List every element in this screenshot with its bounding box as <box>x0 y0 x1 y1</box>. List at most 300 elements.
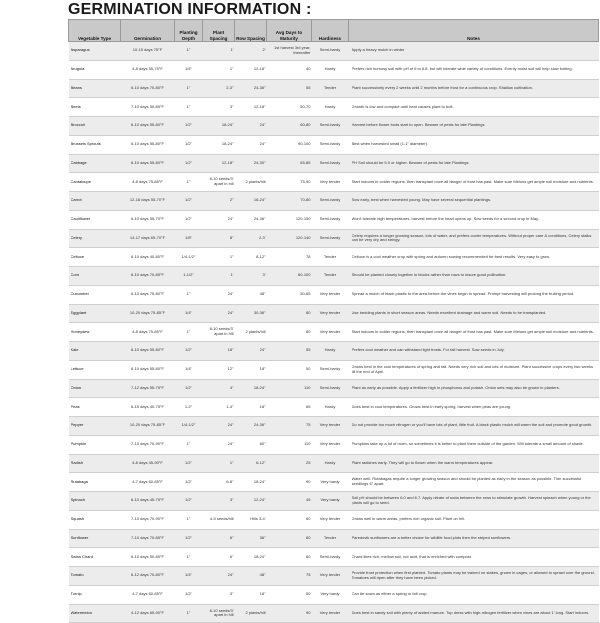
cell-germination <box>121 379 175 398</box>
cell-germination-text: 6-10 days 70-80°F <box>131 85 164 90</box>
cell-hardiness <box>312 492 349 511</box>
cell-days-to-maturity <box>267 342 312 361</box>
cell-hardiness-text: Very hardy <box>320 498 340 503</box>
cell-hardiness <box>312 398 349 417</box>
cell-notes <box>349 173 599 192</box>
cell-germination <box>121 60 175 79</box>
cell-germination-text: 6-10 days 70-85°F <box>131 273 164 278</box>
cell-days-to-maturity-text: 110 <box>304 385 311 390</box>
cell-plant-spacing <box>203 267 235 286</box>
cell-plant-spacing <box>203 342 235 361</box>
cell-row-spacing-text: 18-24" <box>253 554 266 559</box>
cell-plant-spacing <box>203 42 235 61</box>
cell-germination <box>121 473 175 492</box>
cell-notes <box>349 567 599 586</box>
cell-row-spacing-text: 2 plants/hill <box>245 179 266 184</box>
cell-row-spacing-text: 12-18" <box>253 104 266 109</box>
cell-plant-spacing-text: 8-10 seeds/3' apart in hill <box>209 327 234 337</box>
cell-planting-depth <box>175 342 203 361</box>
cell-plant-spacing-text: 24" <box>227 217 234 222</box>
cell-vegetable-text: Corn <box>70 273 80 278</box>
cell-plant-spacing-text: 6" <box>229 554 234 559</box>
cell-germination <box>121 360 175 379</box>
cell-germination <box>121 548 175 567</box>
cell-row-spacing <box>235 267 267 286</box>
table-row <box>69 285 599 304</box>
cell-plant-spacing-text: 1' <box>230 273 234 278</box>
cell-germination <box>121 492 175 511</box>
cell-vegetable-text: Lettuce <box>70 367 84 372</box>
table-row <box>69 135 599 154</box>
cell-days-to-maturity-text: 50-65 <box>300 292 311 297</box>
table-row <box>69 567 599 586</box>
cell-plant-spacing <box>203 248 235 267</box>
cell-days-to-maturity-text: 80 <box>306 535 311 540</box>
cell-hardiness <box>312 510 349 529</box>
cell-vegetable-text: Pumpkin <box>70 442 87 447</box>
cell-vegetable <box>69 567 121 586</box>
cell-notes <box>349 454 599 473</box>
cell-notes <box>349 229 599 248</box>
cell-row-spacing <box>235 117 267 136</box>
cell-row-spacing-text: 3' <box>262 273 266 278</box>
cell-plant-spacing-text: 2-3" <box>226 85 234 90</box>
cell-planting-depth-text: 1/8" <box>185 235 192 240</box>
cell-germination-text: 4-8 days 45-90°F <box>132 460 163 465</box>
cell-plant-spacing <box>203 323 235 342</box>
cell-vegetable-text: Peas <box>70 404 80 409</box>
table-row <box>69 548 599 567</box>
cell-notes <box>349 585 599 604</box>
cell-plant-spacing <box>203 117 235 136</box>
cell-days-to-maturity <box>267 192 312 211</box>
table-row <box>69 304 599 323</box>
cell-days-to-maturity <box>267 267 312 286</box>
cell-days-to-maturity-text: 55 <box>306 348 311 353</box>
cell-planting-depth <box>175 379 203 398</box>
cell-notes-text: Soil pH should be between 6.0 and 6.7. Apply nitrate of soda between the rows to stimulate growth. Harvest spinach when young or the plants will go to seed. <box>351 496 591 505</box>
cell-germination <box>121 117 175 136</box>
table-row <box>69 529 599 548</box>
cell-vegetable-text: Swiss Chard <box>70 554 93 559</box>
cell-vegetable <box>69 285 121 304</box>
cell-row-spacing <box>235 473 267 492</box>
cell-vegetable-text: Watermelon <box>70 610 92 615</box>
cell-days-to-maturity-text: 60-100 <box>298 273 311 278</box>
cell-planting-depth-text: 1" <box>186 442 191 447</box>
cell-days-to-maturity <box>267 454 312 473</box>
cell-plant-spacing-text: 24" <box>227 442 234 447</box>
cell-days-to-maturity-text: 65-85 <box>300 160 311 165</box>
cell-plant-spacing <box>203 548 235 567</box>
cell-row-spacing <box>235 585 267 604</box>
cell-planting-depth-text: 1/2" <box>185 198 192 203</box>
cell-hardiness-text: Very tender <box>319 517 341 522</box>
cell-vegetable <box>69 360 121 379</box>
cell-germination <box>121 154 175 173</box>
cell-plant-spacing-text: 8" <box>229 235 234 240</box>
table-row <box>69 192 599 211</box>
cell-planting-depth-text: 1" <box>186 104 191 109</box>
cell-days-to-maturity <box>267 492 312 511</box>
cell-germination-text: 6-10 days 55-80°F <box>131 142 164 147</box>
cell-hardiness <box>312 567 349 586</box>
cell-hardiness <box>312 529 349 548</box>
cell-notes <box>349 398 599 417</box>
cell-vegetable <box>69 135 121 154</box>
cell-row-spacing-text: 12-18" <box>253 67 266 72</box>
table-row <box>69 173 599 192</box>
cell-vegetable <box>69 398 121 417</box>
cell-notes-text: Can be sown as either a spring or fall crop. <box>351 592 428 597</box>
cell-row-spacing <box>235 98 267 117</box>
cell-plant-spacing-text: 2" <box>229 198 234 203</box>
cell-germination-text: 4-7 days 60-85°F <box>132 479 163 484</box>
cell-planting-depth <box>175 323 203 342</box>
cell-germination-text: 4-8 days 75-85°F <box>132 329 163 334</box>
cell-germination-text: 4-12 days 65-90°F <box>131 610 164 615</box>
cell-days-to-maturity <box>267 529 312 548</box>
cell-plant-spacing <box>203 98 235 117</box>
cell-days-to-maturity-text: 60 <box>306 517 311 522</box>
cell-hardiness-text: Very hardy <box>320 592 340 597</box>
cell-planting-depth-text: 1" <box>186 179 191 184</box>
cell-planting-depth-text: 1-2" <box>184 404 193 409</box>
cell-vegetable-text: Sunflower <box>70 535 89 540</box>
cell-row-spacing <box>235 398 267 417</box>
cell-germination <box>121 585 175 604</box>
cell-germination <box>121 229 175 248</box>
cell-planting-depth-text: 1/2" <box>185 217 192 222</box>
cell-vegetable <box>69 473 121 492</box>
cell-days-to-maturity-text: 1st harvest 3rd year; thereafter <box>274 46 311 55</box>
cell-days-to-maturity <box>267 548 312 567</box>
cell-hardiness-text: Tender <box>323 535 337 540</box>
cell-hardiness-text: Tender <box>323 273 337 278</box>
cell-germination-text: 14-17 days 65-70°F <box>129 235 166 240</box>
cell-notes-text: Growth is low and compact until heat causes plant to bolt. <box>351 104 454 109</box>
cell-germination-text: 7-10 days 50-85°F <box>131 104 164 109</box>
cell-planting-depth <box>175 435 203 454</box>
cell-notes-text: Does best in cool temperatures. Grows best in early spring, harvest when peas are young. <box>351 404 512 409</box>
cell-germination-text: 4-7 days 60-85°F <box>132 592 163 597</box>
cell-hardiness-text: Semi-hardy <box>319 198 341 203</box>
cell-hardiness-text: Semi-hardy <box>319 48 341 53</box>
cell-planting-depth <box>175 210 203 229</box>
cell-hardiness-text: Hardy <box>324 404 336 409</box>
cell-notes-text: Provide frost protection when first planted. Tomato plants may be trained on stakes, grown in cages, or allowed to sprawl over the ground. Tomatoes will ripen after they have been picked. <box>351 571 595 580</box>
cell-days-to-maturity <box>267 567 312 586</box>
cell-row-spacing-text: 48" <box>259 573 266 578</box>
cell-planting-depth <box>175 117 203 136</box>
cell-planting-depth <box>175 173 203 192</box>
cell-days-to-maturity <box>267 379 312 398</box>
cell-notes-text: Grows best in the cool temperatures of spring and fall. Needs very rich soil and lots of moisture. Plant successive crops every two weeks till the end of April. <box>351 364 593 374</box>
cell-hardiness-text: Hardy <box>324 67 336 72</box>
cell-planting-depth <box>175 154 203 173</box>
cell-plant-spacing-text: 3" <box>229 104 234 109</box>
cell-vegetable-text: Asparagus <box>70 48 90 53</box>
cell-planting-depth-text: 1/4-1/2" <box>181 254 196 259</box>
cell-planting-depth <box>175 417 203 436</box>
cell-vegetable <box>69 79 121 98</box>
cell-row-spacing <box>235 229 267 248</box>
cell-germination <box>121 267 175 286</box>
cell-days-to-maturity-text: 90-100 <box>298 142 311 147</box>
header-row <box>69 20 599 42</box>
cell-notes-text: Harvest before flower buds start to open. Beware of pests for late Plantings <box>351 123 485 128</box>
cell-row-spacing-text: 24-36" <box>253 85 266 90</box>
cell-row-spacing-text: 18" <box>259 404 266 409</box>
cell-notes <box>349 117 599 136</box>
cell-notes-text: PH Soil should be 5.0 or higher. Beware of pests for late Plantings <box>351 160 469 165</box>
cell-hardiness <box>312 604 349 623</box>
cell-vegetable <box>69 117 121 136</box>
table-row <box>69 454 599 473</box>
cell-planting-depth-text: 1/4" <box>185 310 192 315</box>
cell-notes-text: Water well. Rutabagas require a longer growing season and should be planted as early in the season as possible. Thin successful seedlings 6" apart. <box>351 477 582 487</box>
cell-vegetable-text: Broccoli <box>70 123 85 128</box>
cell-plant-spacing-text: 12" <box>227 367 234 372</box>
cell-hardiness-text: Hardy <box>324 348 336 353</box>
cell-notes-text: Plant radishes early. They will go to flower when the warm temperatures appear. <box>351 460 494 465</box>
cell-hardiness <box>312 323 349 342</box>
cell-notes <box>349 60 599 79</box>
cell-days-to-maturity-text: 25 <box>306 460 311 465</box>
cell-planting-depth-text: 1/2" <box>185 385 192 390</box>
cell-germination <box>121 417 175 436</box>
cell-row-spacing <box>235 548 267 567</box>
table-row <box>69 604 599 623</box>
cell-planting-depth <box>175 42 203 61</box>
cell-germination <box>121 398 175 417</box>
table-row <box>69 79 599 98</box>
cell-row-spacing-text: 18-24" <box>253 479 266 484</box>
cell-plant-spacing-text: 24" <box>227 310 234 315</box>
cell-plant-spacing <box>203 398 235 417</box>
cell-germination <box>121 510 175 529</box>
cell-vegetable <box>69 417 121 436</box>
header-planting-depth: Planting Depth <box>175 20 203 42</box>
cell-vegetable <box>69 42 121 61</box>
cell-germination <box>121 173 175 192</box>
cell-plant-spacing-text: 1" <box>229 254 234 259</box>
cell-days-to-maturity <box>267 42 312 61</box>
cell-plant-spacing <box>203 585 235 604</box>
cell-days-to-maturity-text: 60-80 <box>300 123 311 128</box>
cell-days-to-maturity <box>267 285 312 304</box>
cell-germination <box>121 42 175 61</box>
cell-hardiness <box>312 79 349 98</box>
cell-plant-spacing-text: 8-10 seeds/3' apart in hill <box>209 608 234 618</box>
cell-planting-depth-text: 1/2" <box>185 460 192 465</box>
cell-days-to-maturity-text: 75 <box>306 573 311 578</box>
cell-notes-text: Start indoors in colder regions, then transplant once all danger of frost has past. Make sure Melons get ample soil moisture and nutrients. <box>351 179 594 184</box>
cell-hardiness-text: Semi-hardy <box>319 385 341 390</box>
table-row <box>69 473 599 492</box>
cell-days-to-maturity <box>267 360 312 379</box>
cell-days-to-maturity-text: 65 <box>306 404 311 409</box>
cell-germination <box>121 342 175 361</box>
cell-row-spacing-text: 2-3' <box>258 235 266 240</box>
cell-planting-depth-text: 1/4-1/2" <box>181 423 196 428</box>
table-row <box>69 248 599 267</box>
cell-hardiness-text: Semi-hardy <box>319 160 341 165</box>
cell-germination <box>121 192 175 211</box>
cell-days-to-maturity <box>267 98 312 117</box>
cell-planting-depth-text: 1/2" <box>185 160 192 165</box>
cell-row-spacing <box>235 417 267 436</box>
cell-plant-spacing <box>203 435 235 454</box>
cell-notes <box>349 342 599 361</box>
cell-plant-spacing <box>203 79 235 98</box>
cell-planting-depth <box>175 229 203 248</box>
cell-plant-spacing <box>203 510 235 529</box>
cell-notes <box>349 248 599 267</box>
cell-germination-text: 10-15 days 75°F <box>132 48 163 53</box>
cell-germination-text: 7-10 days 70-90°F <box>131 442 164 447</box>
cell-plant-spacing <box>203 454 235 473</box>
cell-plant-spacing-text: 6" <box>229 535 234 540</box>
cell-vegetable-text: Cantaloupe <box>70 179 91 184</box>
cell-planting-depth-text: 1/4" <box>185 67 192 72</box>
header-hardiness: Hardiness <box>312 20 349 42</box>
cell-row-spacing-text: 30-36" <box>253 310 266 315</box>
cell-row-spacing <box>235 454 267 473</box>
cell-germination-text: 6-10 days 55-80°F <box>131 160 164 165</box>
cell-vegetable-text: Cucumber <box>70 292 89 297</box>
cell-hardiness-text: Semi-hardy <box>319 554 341 559</box>
cell-vegetable <box>69 173 121 192</box>
cell-vegetable-text: Radish <box>70 460 83 465</box>
cell-notes <box>349 42 599 61</box>
cell-row-spacing-text: 24-30" <box>253 160 266 165</box>
cell-notes <box>349 98 599 117</box>
cell-row-spacing-text: 2' <box>262 48 266 53</box>
header-plant-spacing: Plant Spacing <box>203 20 235 42</box>
cell-vegetable <box>69 192 121 211</box>
cell-germination <box>121 285 175 304</box>
cell-planting-depth-text: 1" <box>186 85 191 90</box>
cell-row-spacing <box>235 323 267 342</box>
cell-days-to-maturity <box>267 304 312 323</box>
cell-vegetable-text: Brussels Sprouts <box>70 142 101 147</box>
cell-planting-depth <box>175 79 203 98</box>
cell-row-spacing-text: 6-12" <box>256 460 266 465</box>
cell-days-to-maturity-text: 80 <box>306 329 311 334</box>
cell-germination-text: 7-12 days 55-75°F <box>131 385 164 390</box>
germination-table <box>68 19 599 623</box>
cell-planting-depth-text: 1/2" <box>185 123 192 128</box>
table-row <box>69 360 599 379</box>
cell-row-spacing <box>235 567 267 586</box>
cell-days-to-maturity <box>267 154 312 173</box>
cell-row-spacing <box>235 42 267 61</box>
cell-plant-spacing <box>203 379 235 398</box>
cell-vegetable <box>69 510 121 529</box>
cell-notes <box>349 529 599 548</box>
cell-row-spacing-text: 48" <box>259 292 266 297</box>
cell-vegetable-text: Squash <box>70 517 85 522</box>
cell-hardiness-text: Tender <box>323 85 337 90</box>
cell-hardiness-text: Very tender <box>319 610 341 615</box>
cell-planting-depth-text: 1/2" <box>185 479 192 484</box>
cell-germination-text: 6-10 days 45-75°F <box>131 498 164 503</box>
cell-row-spacing <box>235 135 267 154</box>
cell-notes <box>349 323 599 342</box>
cell-vegetable <box>69 548 121 567</box>
cell-hardiness-text: Very tender <box>319 423 341 428</box>
cell-germination <box>121 248 175 267</box>
cell-germination <box>121 98 175 117</box>
cell-hardiness-text: Very tender <box>319 179 341 184</box>
cell-hardiness <box>312 435 349 454</box>
cell-planting-depth <box>175 135 203 154</box>
cell-days-to-maturity <box>267 229 312 248</box>
cell-planting-depth-text: 1" <box>186 554 191 559</box>
cell-plant-spacing-text: 1' <box>230 48 234 53</box>
cell-row-spacing-text: 18-24" <box>253 385 266 390</box>
cell-plant-spacing <box>203 360 235 379</box>
cell-planting-depth-text: 1-1/2" <box>183 273 194 278</box>
cell-days-to-maturity <box>267 604 312 623</box>
cell-plant-spacing-text: 6-8" <box>226 479 234 484</box>
cell-planting-depth-text: 1/2" <box>185 498 192 503</box>
cell-vegetable-text: Spinach <box>70 498 85 503</box>
cell-planting-depth <box>175 585 203 604</box>
cell-plant-spacing-text: 3" <box>229 592 234 597</box>
table-row <box>69 398 599 417</box>
cell-germination-text: 4-8 days 55-75°F <box>132 67 163 72</box>
cell-days-to-maturity-text: 75 <box>306 423 311 428</box>
cell-row-spacing-text: 18" <box>259 592 266 597</box>
cell-plant-spacing <box>203 229 235 248</box>
cell-notes-text: Chard likes rich, mellow soil, not acid, that is enriched with compost. <box>351 554 472 559</box>
table-row <box>69 267 599 286</box>
cell-notes <box>349 604 599 623</box>
cell-planting-depth <box>175 548 203 567</box>
cell-vegetable <box>69 379 121 398</box>
cell-days-to-maturity-text: 80 <box>306 310 311 315</box>
cell-notes-text: Do not provide too much nitrogen or you'll have lots of plant, little fruit. A black plastic mulch will warm the soil and promote good growth. <box>351 423 593 428</box>
cell-row-spacing <box>235 248 267 267</box>
cell-row-spacing <box>235 360 267 379</box>
cell-plant-spacing-text: 24" <box>227 573 234 578</box>
cell-germination <box>121 604 175 623</box>
cell-plant-spacing <box>203 417 235 436</box>
cell-planting-depth <box>175 304 203 323</box>
header-days-to-maturity: Avg Days to Maturity <box>267 20 312 42</box>
cell-hardiness-text: Semi-hardy <box>319 235 341 240</box>
cell-notes-text: Plant successively every 2 weeks until 2 months before frost for a continuous crop. Shallow cultivation. <box>351 85 533 90</box>
cell-vegetable <box>69 304 121 323</box>
cell-vegetable-text: Turnip <box>70 592 82 597</box>
cell-hardiness-text: Hardy <box>324 460 336 465</box>
cell-days-to-maturity-text: 50 <box>306 592 311 597</box>
cell-notes-text: Prefers cool weather and can withstand light frosts. For fall harvest. Sow seeds in July. <box>351 348 505 353</box>
cell-hardiness <box>312 248 349 267</box>
cell-row-spacing <box>235 510 267 529</box>
cell-plant-spacing-text: 8-10 seeds/3' apart in hill <box>209 177 234 187</box>
cell-days-to-maturity <box>267 473 312 492</box>
cell-vegetable-text: Cabbage <box>70 160 87 165</box>
cell-vegetable <box>69 454 121 473</box>
cell-vegetable <box>69 98 121 117</box>
cell-vegetable <box>69 229 121 248</box>
cell-germination-text: 12-18 days 55-70°F <box>129 198 166 203</box>
cell-vegetable-text: Pepper <box>70 423 84 428</box>
cell-row-spacing-text: 24-36" <box>253 217 266 222</box>
